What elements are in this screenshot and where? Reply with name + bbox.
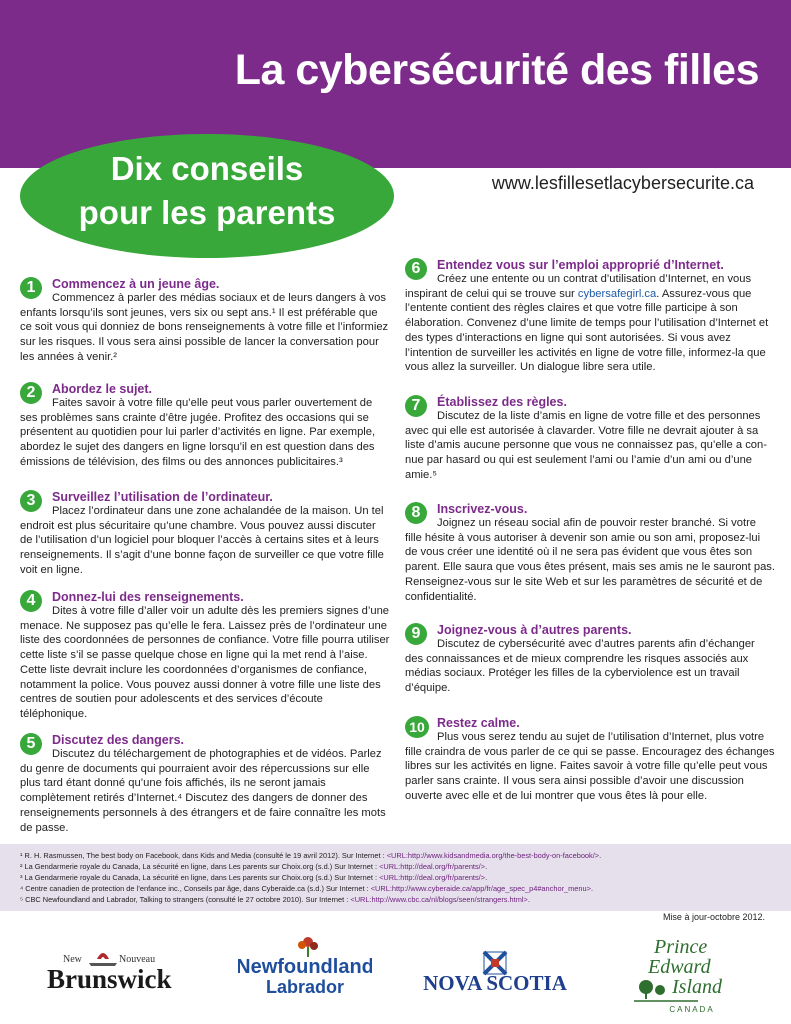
- tip-heading: Commencez à un jeune âge.: [52, 277, 220, 291]
- tip-text: Joignez un réseau social afin de pouvoir rester branché. Si votre fille hésite à vous autoriser à devenir son amie ou son ami, proposez-lui de vous créer une identité où il ne sera pas évident que vous êtes son parent. Elle saura que vous êtes présent, mais ses amis ne le sauront pas. Renseignez-vous sur le site Web et sur les paramètres de sécurité et de confidentialité.: [405, 517, 776, 603]
- nova-scotia-logo: [420, 948, 570, 994]
- nb-name-text: Brunswick: [47, 964, 172, 994]
- pei-tree-icon: [628, 935, 748, 1015]
- tip-3: [20, 490, 390, 578]
- nb-new-text: New: [63, 954, 82, 965]
- footnote-link[interactable]: <URL:http://www.cyberaide.ca/app/fr/age_spec_p4#anchor_menu>: [370, 884, 591, 893]
- ns-saltire-icon: [420, 948, 570, 994]
- footnote-3: [20, 872, 780, 883]
- pei-line2-text: Edward: [648, 956, 711, 978]
- footnote-end: .: [527, 895, 530, 904]
- tip-heading: Entendez vous sur l’emploi approprié d’Internet.: [437, 258, 724, 272]
- tip-heading: Établissez des règles.: [437, 395, 567, 409]
- footnotes: [20, 850, 780, 905]
- tip-6: [405, 258, 775, 375]
- tip-text: Faites savoir à votre fille qu’elle peut vous parler ouvertement de ses problèmes sans crainte d’être jugée. Profitez des occasions qui se présentent au quotidien pour lui parler d’activités en ligne. Par exemple, abordez le sujet des dangers en ligne lorsqu’il en est question dans des émissions de télévision, des films ou des annonces publicitaires.³: [20, 397, 376, 468]
- page-title: La cybersécurité des filles: [234, 46, 759, 94]
- tip-number-badge: 10: [405, 716, 429, 738]
- ns-name-text: NOVA SCOTIA: [423, 971, 567, 994]
- tip-7: [405, 395, 775, 483]
- new-brunswick-logo: [45, 945, 185, 995]
- pei-country-text: CANADA: [669, 1005, 715, 1014]
- tip-text: Placez l’ordinateur dans une zone achalandée de la maison. Un tel endroit est plus sécuritaire qu’une chambre. Vous pouvez aussi discuter de l’utilisation d’un logiciel pour bloquer l’accès à certains sites et à leurs renseignements. Il s’agit d’une bonne façon de surveiller ce que votre fille voit en ligne.: [20, 505, 384, 576]
- prince-edward-island-logo: [628, 935, 748, 1015]
- nb-nouveau-text: Nouveau: [119, 954, 156, 965]
- footnote-text: ⁵ CBC Newfoundland and Labrador, Talking to strangers (consulté le 27 octobre 2010). Sur Internet :: [20, 895, 351, 904]
- tip-heading: Discutez des dangers.: [52, 733, 184, 747]
- tip-heading: Surveillez l’utilisation de l’ordinateur.: [52, 490, 273, 504]
- footnote-text: ³ La Gendarmerie royale du Canada, La sécurité en ligne, dans Les parents sur Choix.org (s.d.) Sur Internet :: [20, 873, 380, 882]
- tip-number-badge: 9: [405, 623, 427, 645]
- tip-number-badge: 7: [405, 395, 427, 417]
- new-brunswick-emblem-icon: [45, 945, 185, 995]
- subtitle-line-1: Dix conseils: [110, 150, 304, 187]
- tip-text: Commencez à parler des médias sociaux et de leurs dangers à vos enfants lorsqu’ils sont jeunes, vers six ou sept ans.¹ Il est préférable que ce soit vous qui donniez de bons renseignements à votre fille et l’informiez sur les risques. Il vous sera ainsi possible de lancer la conversation pour les années à venir.²: [20, 292, 389, 363]
- footnote-4: [20, 883, 780, 894]
- tip-number-badge: 6: [405, 258, 427, 280]
- tip-1: [20, 277, 390, 365]
- footnote-link[interactable]: <URL:http://deal.org/fr/parents/>: [379, 862, 486, 871]
- tip-number-badge: 3: [20, 490, 42, 512]
- nl-line2-text: Labrador: [265, 977, 345, 997]
- footnote-text: ⁴ Centre canadien de protection de l’enfance inc., Conseils par âge, dans Cyberaide.ca (s.d.) Sur Internet :: [20, 884, 371, 893]
- update-note: Mise à jour-octobre 2012.: [662, 912, 765, 922]
- footnote-link[interactable]: <URL:http://www.cbc.ca/nl/blogs/seen/strangers.html>: [350, 895, 528, 904]
- footnote-end: .: [485, 873, 488, 882]
- tip-text: Discutez de cybersécurité avec d’autres parents afin d’échanger des connaissances et de mieux comprendre les risques associés aux médias sociaux. Protéger les filles de la cyberviolence est un travail d’équipe.: [405, 638, 755, 695]
- footnote-2: [20, 861, 780, 872]
- tip-text: Dites à votre fille d’aller voir un adulte dès les premiers signes d’une menace. Ne supposez pas qu’elle le fera. Laissez près de l’ordinateur une liste des coordonnées de personnes de confiance. Votre fille pourra utiliser cette liste s’il se passe quelque chose en ligne qui la met rend à l’aise. Cette liste devrait inclure les coordonnées d’organismes de confiance, notamment la police. Vous pouvez aussi donner à votre fille une liste des centres de soutien pour adolescents et des services d’écoute téléphonique.: [20, 605, 390, 720]
- tip-number-badge: 2: [20, 382, 42, 404]
- tip-heading: Abordez le sujet.: [52, 382, 153, 396]
- tip-text: Discutez de la liste d’amis en ligne de votre fille et des personnes avec qui elle est autorisée à clavarder. Votre fille ne devrait ajouter à sa liste d’amis aucune personne que vous ne connaissez pas, qu’elle a con-nue par hasard ou qui est seulement l’ami ou l’amie d’un ami ou d’une amie.⁵: [405, 410, 767, 481]
- tip-8: [405, 502, 775, 604]
- tip-number-badge: 5: [20, 733, 42, 755]
- pei-line3-text: Island: [672, 976, 722, 998]
- footnote-text: ¹ R. H. Rasmussen, The best body on Facebook, dans Kids and Media (consulté le 19 avril 2012). Sur Internet :: [20, 851, 387, 860]
- tip-text-part: Créez une entente ou un contrat d’utilisation d’Internet, en vous inspirant de celui qui se trouve sur: [405, 273, 752, 300]
- website-url[interactable]: www.lesfillesetlacybersecurite.ca: [491, 173, 754, 193]
- footnote-end: .: [485, 862, 488, 871]
- tip-text: Discutez du téléchargement de photographies et de vidéos. Parlez du genre de documents qui pourraient avoir des répercussions sur elle plus tard étant donné qu’une fois affichés, ils ne seront jamais complètement retirés d’Internet.⁴ Discutez des dangers de donner des renseignements personnels à des étrangers et de faire connaître les mots de passe.: [20, 748, 386, 834]
- cybersafegirl-link[interactable]: cybersafegirl.ca: [577, 287, 657, 300]
- tip-text: [405, 272, 775, 375]
- pei-line1-text: Prince: [654, 936, 708, 958]
- tip-4: [20, 590, 390, 722]
- footnote-end: .: [599, 851, 602, 860]
- tip-number-badge: 4: [20, 590, 42, 612]
- footnote-end: .: [590, 884, 594, 893]
- tip-number-badge: 8: [405, 502, 427, 524]
- footnote-1: [20, 850, 780, 861]
- footnote-link[interactable]: <URL:http://deal.org/fr/parents/>: [379, 873, 486, 882]
- tip-heading: Inscrivez-vous.: [437, 502, 528, 516]
- tip-10: [405, 716, 775, 804]
- tip-number-badge: 1: [20, 277, 42, 299]
- tip-heading: Donnez-lui des renseignements.: [52, 590, 244, 604]
- tip-heading: Joignez-vous à d’autres parents.: [437, 623, 632, 637]
- nl-line1-text: Newfoundland: [238, 956, 372, 978]
- tip-text: Plus vous serez tendu au sujet de l’utilisation d’Internet, plus votre fille craindra de vous parler de ce qui se passe. Encouragez des échanges libres sur les activités en ligne. Faites savoir à votre fille qu’elle peut vous parler sans crainte. Il vous sera ainsi possible d’avoir une discussion ouverte avec elle et de lui montrer que vous êtes là pour elle.: [405, 731, 775, 802]
- tip-heading: Restez calme.: [437, 716, 520, 730]
- tip-5: [20, 733, 390, 835]
- tip-2: [20, 382, 390, 470]
- newfoundland-labrador-logo: [238, 935, 372, 999]
- footnote-link[interactable]: <URL:http://www.kidsandmedia.org/the-best-body-on-facebook/>: [386, 851, 600, 860]
- footnote-text: ² La Gendarmerie royale du Canada, La sécurité en ligne, dans Les parents sur Choix.org (s.d.) Sur Internet :: [20, 862, 380, 871]
- footnote-5: [20, 894, 780, 905]
- tip-text-part: . Assurez-vous que l’entente contient des règles claires et que votre fille participe à son élaboration. Convenez d’une limite de temps pour l’utilisation d’Internet et des types d’interactions en ligne qui sont autorisées. Si vous avez l’intention de surveiller les activités en ligne de votre fille, informez-la que vous allez la surveiller. Un dialogue libre sera utile.: [405, 287, 769, 374]
- subtitle-line-2: pour les parents: [78, 194, 336, 231]
- nl-pitcher-plant-icon: [238, 935, 372, 999]
- tip-9: [405, 623, 775, 696]
